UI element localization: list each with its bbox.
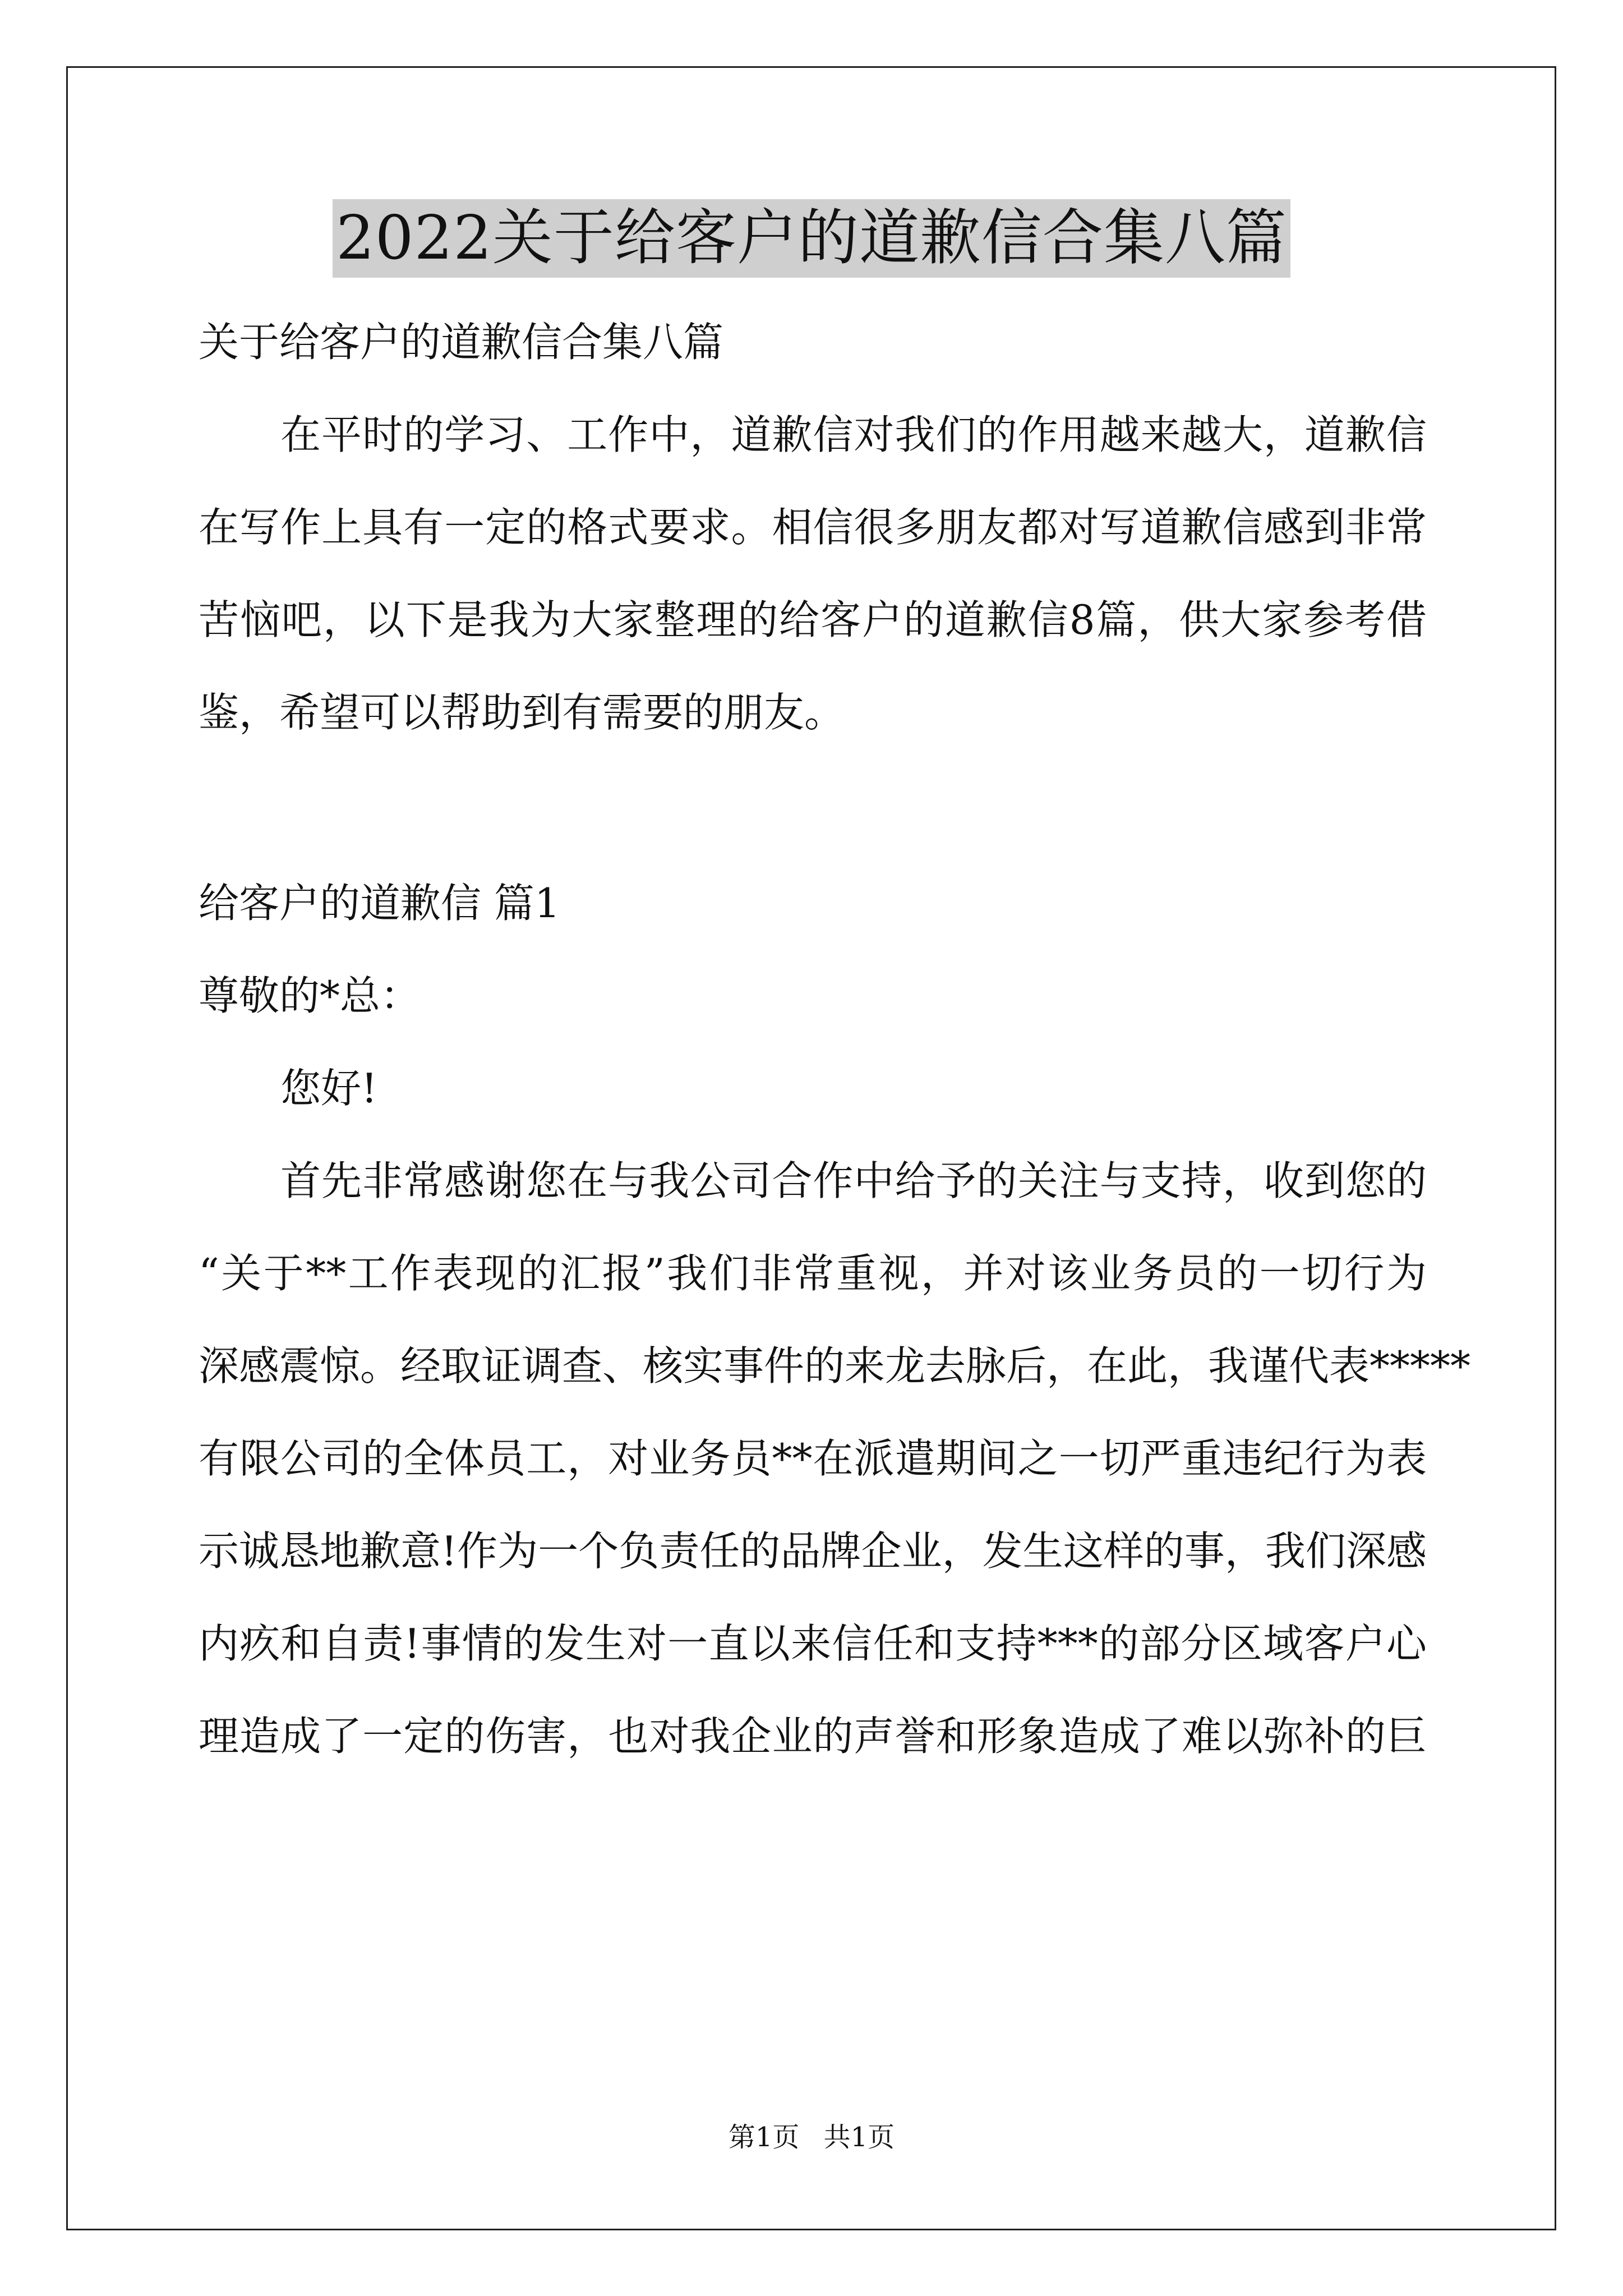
title-container [0, 199, 1623, 278]
salutation: 尊敬的*总： [199, 972, 421, 1019]
body-line-5: 示诚恳地歉意!作为一个负责任的品牌企业，发生这样的事，我们深感 [199, 1527, 1427, 1575]
page-footer [0, 2120, 1623, 2154]
intro-line-2: 在写作上具有一定的格式要求。相信很多朋友都对写道歉信感到非常 [199, 504, 1427, 551]
body-line-4: 有限公司的全体员工，对业务员**在派遣期间之一切严重违纪行为表 [199, 1435, 1427, 1482]
body-line-3: 深感震惊。经取证调查、核实事件的来龙去脉后，在此，我谨代表***** [199, 1342, 1471, 1389]
page-border [66, 66, 1556, 2230]
body-line-2: “关于**工作表现的汇报”我们非常重视，并对该业务员的一切行为 [199, 1250, 1427, 1297]
body-line-7: 理造成了一定的伤害，也对我企业的声誉和形象造成了难以弥补的巨 [199, 1713, 1427, 1760]
section-heading: 给客户的道歉信 篇1 [199, 880, 560, 927]
greeting: 您好! [280, 1065, 377, 1112]
body-line-6: 内疚和自责!事情的发生对一直以来信任和支持***的部分区域客户心 [199, 1620, 1427, 1667]
body-line-1: 首先非常感谢您在与我公司合作中给予的关注与支持，收到您的 [280, 1157, 1427, 1204]
intro-line-4: 鉴，希望可以帮助到有需要的朋友。 [199, 689, 845, 736]
intro-line-3: 苦恼吧，以下是我为大家整理的给客户的道歉信8篇，供大家参考借 [199, 596, 1427, 643]
intro-line-1: 在平时的学习、工作中，道歉信对我们的作用越来越大，道歉信 [280, 411, 1427, 458]
document-title: 2022关于给客户的道歉信合集八篇 [333, 199, 1290, 278]
page-number: 第1页 [728, 2122, 800, 2153]
document-subtitle: 关于给客户的道歉信合集八篇 [199, 319, 724, 366]
page-total: 共1页 [823, 2122, 895, 2153]
